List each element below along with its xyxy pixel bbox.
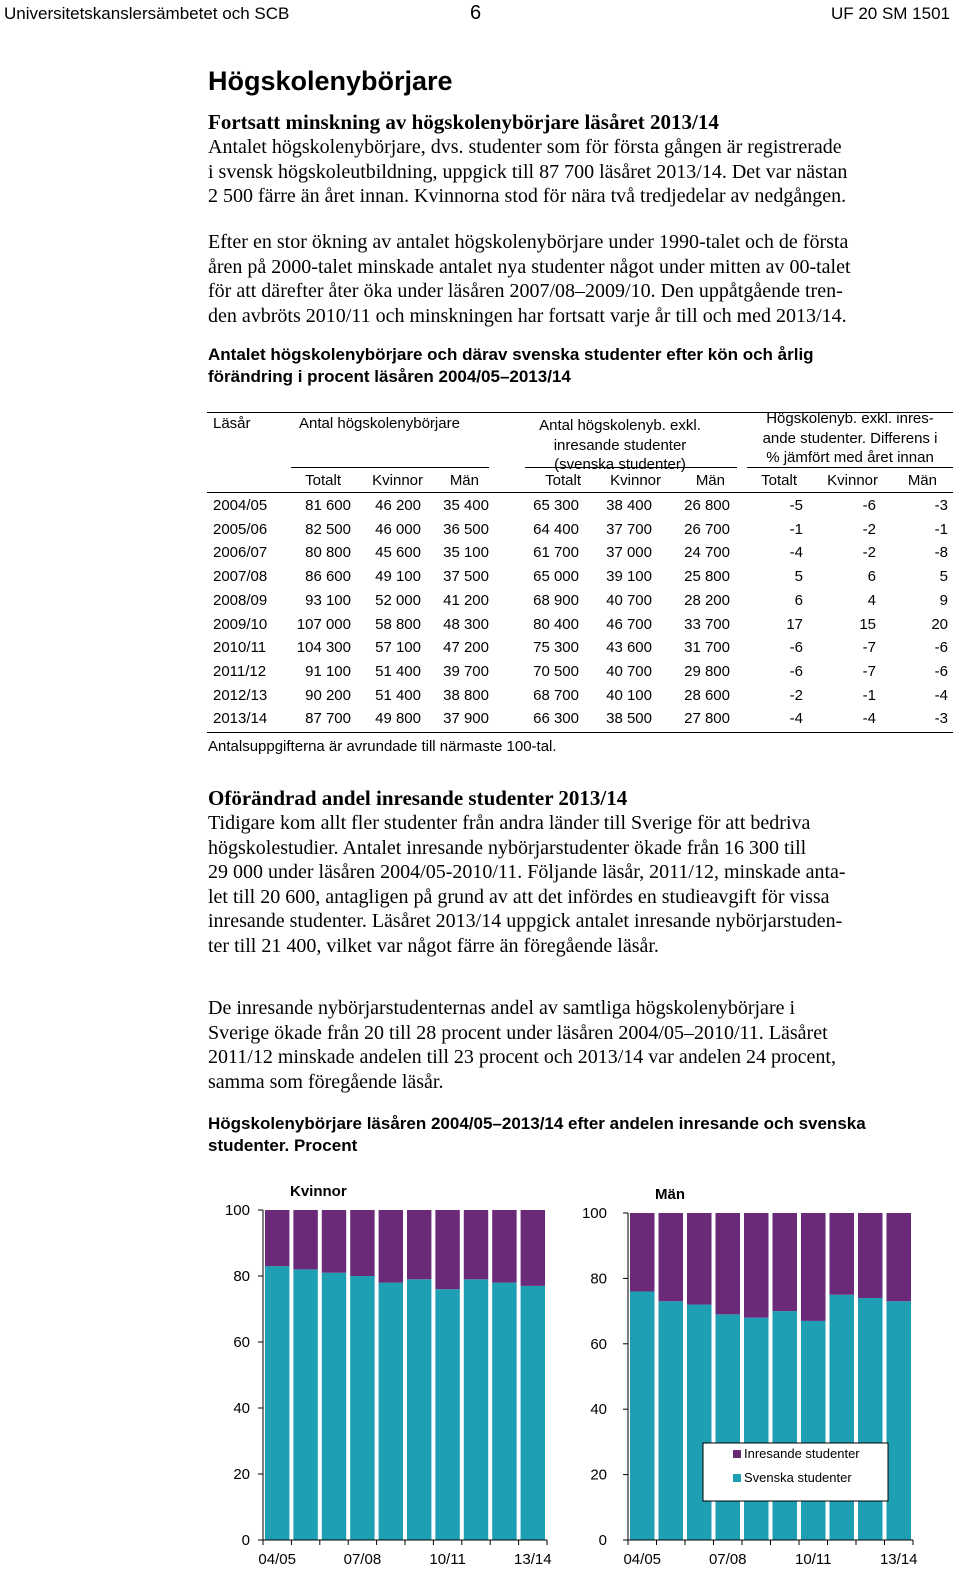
- text-line: samma som föregående läsår.: [208, 1070, 444, 1093]
- table-cell: 46 700: [606, 615, 652, 633]
- header-right: UF 20 SM 1501: [830, 4, 950, 23]
- table-cell: 38 500: [606, 710, 652, 728]
- bar-inresande: [829, 1213, 854, 1295]
- section1-heading: Fortsatt minskning av högskolenybörjare läsåret 2013/14: [208, 110, 719, 134]
- text-line: i svensk högskoleutbildning, uppgick till 87 700 läsåret 2013/14. Det var nästan: [208, 160, 848, 183]
- row-label: 2011/12: [213, 662, 267, 680]
- column-header: Kvinnor: [827, 472, 878, 489]
- bar-inresande: [886, 1213, 911, 1301]
- bar-inresande: [521, 1210, 545, 1286]
- table-cell: -5: [789, 497, 803, 514]
- table-cell: 82 500: [305, 520, 351, 538]
- bar-svenska: [687, 1305, 712, 1540]
- table-cell: -6: [789, 662, 803, 680]
- table-cell: 28 200: [684, 591, 730, 609]
- table-note: Antalsuppgifterna är avrundade till närmaste 100-tal.: [208, 738, 557, 755]
- header-line: inresande studenter: [553, 436, 687, 454]
- section1-paragraph: [208, 135, 953, 209]
- table-cell: 86 600: [305, 568, 351, 586]
- table-cell: 64 400: [533, 520, 579, 538]
- table-cell: 33 700: [684, 615, 730, 633]
- chart-caption: [208, 1113, 948, 1157]
- table-cell: 68 700: [533, 686, 579, 704]
- bar-svenska: [521, 1286, 545, 1540]
- bar-svenska: [715, 1314, 740, 1540]
- table-cell: 37 700: [606, 520, 652, 538]
- table-cell: 51 400: [375, 662, 421, 680]
- table-cell: -3: [934, 710, 948, 728]
- table-cell: 107 000: [296, 615, 351, 633]
- page-number: 6: [470, 2, 482, 24]
- row-label: 2007/08: [213, 568, 268, 586]
- table-cell: -1: [934, 520, 948, 538]
- table-cell: 4: [867, 591, 876, 609]
- table-cell: 39 100: [606, 568, 652, 586]
- table-cell: 24 700: [684, 544, 730, 562]
- bar-inresande: [350, 1210, 374, 1276]
- caption-line: Högskolenybörjare läsåren 2004/05–2013/14 efter andelen inresande och svenska: [208, 1114, 866, 1133]
- bar-svenska: [265, 1266, 289, 1540]
- table-cell: -2: [862, 544, 876, 562]
- table-cell: -7: [862, 662, 876, 680]
- table-cell: 80 400: [533, 615, 579, 633]
- bar-inresande: [658, 1213, 683, 1301]
- table-cell: 48 300: [443, 615, 489, 633]
- table-cell: -7: [862, 639, 876, 657]
- table-cell: 49 100: [375, 568, 421, 586]
- legend-swatch: [733, 1474, 741, 1482]
- bar-svenska: [350, 1276, 374, 1540]
- table-cell: 36 500: [443, 520, 489, 538]
- table-bottom-rule: [207, 732, 953, 733]
- table-cell: 65 000: [533, 568, 579, 586]
- x-tick-label: 10/11: [795, 1551, 832, 1568]
- bar-inresande: [379, 1210, 403, 1283]
- table-cell: 9: [939, 591, 948, 609]
- x-tick-label: 13/14: [879, 1551, 918, 1568]
- caption-line: förändring i procent läsåren 2004/05–2013/14: [208, 367, 571, 386]
- table-cell: -1: [862, 686, 876, 704]
- table-cell: -6: [934, 639, 948, 657]
- bar-svenska: [293, 1269, 317, 1540]
- table-cell: 93 100: [305, 591, 351, 609]
- y-tick-label: 20: [590, 1466, 607, 1484]
- table-cell: 68 900: [533, 591, 579, 609]
- legend-swatch: [733, 1450, 741, 1458]
- table-cell: 47 200: [443, 639, 489, 657]
- x-tick-label: 10/11: [429, 1551, 466, 1568]
- bar-inresande: [801, 1213, 826, 1321]
- bar-svenska: [744, 1318, 769, 1540]
- bar-svenska: [858, 1298, 883, 1540]
- text-line: 2011/12 minskade andelen till 23 procent och 2013/14 var andelen 24 procent,: [208, 1046, 836, 1069]
- caption-line: studenter. Procent: [208, 1136, 358, 1155]
- x-tick-label: 04/05: [623, 1551, 662, 1568]
- table-cell: 5: [939, 568, 948, 586]
- caption-line: Antalet högskolenybörjare och därav svenska studenter efter kön och årlig: [208, 345, 814, 364]
- row-label: 2012/13: [213, 686, 268, 704]
- bar-inresande: [407, 1210, 431, 1279]
- y-tick-label: 60: [590, 1335, 607, 1353]
- text-line: den avbröts 2010/11 och minskningen har fortsatt varje år till och med 2013/14.: [208, 304, 847, 327]
- table-cell: -4: [789, 710, 803, 728]
- bar-inresande: [464, 1210, 488, 1279]
- bar-svenska: [630, 1291, 655, 1540]
- x-tick-label: 07/08: [343, 1551, 382, 1568]
- y-tick-label: 100: [224, 1202, 250, 1219]
- subheader-rule: [207, 492, 953, 493]
- table-cell: 26 700: [684, 520, 730, 538]
- table-cell: 5: [794, 568, 803, 586]
- row-label: 2008/09: [213, 591, 268, 609]
- y-tick-label: 0: [598, 1532, 607, 1549]
- table-cell: 20: [931, 615, 948, 633]
- header-line: Högskolenyb. exkl. inres-: [766, 410, 934, 427]
- y-tick-label: 80: [233, 1268, 250, 1285]
- bar-svenska: [801, 1321, 826, 1540]
- section1-paragraph-2: [208, 230, 953, 328]
- header-line: % jämfört med året innan: [766, 449, 934, 466]
- text-line: åren på 2000-talet minskade antalet nya studenter något under mitten av 00-talet: [208, 255, 851, 278]
- row-label: 2010/11: [213, 639, 267, 657]
- table-cell: 31 700: [684, 639, 730, 657]
- text-line: inresande studenter. Läsåret 2013/14 uppgick antalet inresande nybörjarstuden-: [208, 910, 843, 933]
- bar-svenska: [772, 1311, 797, 1540]
- table-cell: -3: [934, 497, 948, 514]
- table-cell: 87 700: [305, 710, 351, 728]
- table-cell: 39 700: [443, 662, 489, 680]
- bar-svenska: [492, 1283, 516, 1540]
- table-cell: 41 200: [443, 591, 489, 609]
- bar-inresande: [322, 1210, 346, 1273]
- legend-label: Svenska studenter: [744, 1470, 852, 1485]
- table-cell: 6: [794, 591, 803, 609]
- bar-svenska: [407, 1279, 431, 1540]
- column-header: Kvinnor: [372, 472, 423, 489]
- section2-paragraph-2: [208, 996, 953, 1094]
- table-cell: 35 100: [443, 544, 489, 562]
- row-label: 2009/10: [213, 615, 268, 633]
- table-cell: 51 400: [375, 686, 421, 704]
- bar-inresande: [858, 1213, 883, 1298]
- table-cell: 37 000: [606, 544, 652, 562]
- bar-svenska: [435, 1289, 459, 1540]
- table-cell: 37 500: [443, 568, 489, 586]
- table-cell: 66 300: [533, 710, 579, 728]
- column-header: Totalt: [761, 472, 797, 489]
- bar-svenska: [886, 1301, 911, 1540]
- row-label: 2004/05: [213, 497, 268, 514]
- x-tick-label: 13/14: [514, 1551, 552, 1568]
- text-line: 2 500 färre än året innan. Kvinnorna stod för nära två tredjedelar av nedgången.: [208, 185, 847, 208]
- group-rule: [291, 467, 489, 468]
- text-line: för att därefter åter öka under läsåren 2007/08–2009/10. Den uppåtgående tren-: [208, 280, 843, 303]
- table-cell: 6: [867, 568, 876, 586]
- bar-inresande: [265, 1210, 289, 1266]
- text-line: 29 000 under läsåren 2004/05-2010/11. Följande läsår, 2011/12, minskade anta-: [208, 861, 846, 884]
- chart-title: Män: [655, 1186, 685, 1203]
- table-cell: 40 700: [606, 662, 652, 680]
- table-cell: 49 800: [375, 710, 421, 728]
- table-cell: 80 800: [305, 544, 351, 562]
- table-cell: 104 300: [296, 639, 351, 657]
- table-cell: 40 100: [606, 686, 652, 704]
- table-cell: 15: [859, 615, 876, 633]
- table-cell: 58 800: [375, 615, 421, 633]
- y-tick-label: 20: [233, 1466, 250, 1483]
- row-label: 2006/07: [213, 544, 268, 562]
- table-cell: -6: [862, 497, 876, 514]
- bar-inresande: [687, 1213, 712, 1305]
- table-caption: [208, 344, 948, 388]
- table-cell: -4: [789, 544, 803, 562]
- table-cell: 81 600: [305, 497, 351, 514]
- table-cell: 90 200: [305, 686, 351, 704]
- table-cell: -2: [789, 686, 803, 704]
- y-tick-label: 40: [233, 1400, 250, 1417]
- text-line: Antalet högskolenybörjare, dvs. studenter som för första gången är registrerade: [208, 136, 842, 158]
- x-tick-label: 04/05: [258, 1551, 296, 1568]
- table-cell: 35 400: [443, 497, 489, 514]
- bar-inresande: [715, 1213, 740, 1314]
- table-cell: 46 200: [375, 497, 421, 514]
- bar-inresande: [744, 1213, 769, 1318]
- bar-svenska: [658, 1301, 683, 1540]
- table-cell: 25 800: [684, 568, 730, 586]
- section2-paragraph: [208, 811, 953, 959]
- header-lasar: Läsår: [213, 415, 251, 432]
- row-label: 2013/14: [213, 710, 268, 728]
- table-cell: 38 400: [606, 497, 652, 514]
- table-cell: 52 000: [375, 591, 421, 609]
- bar-svenska: [829, 1295, 854, 1540]
- bar-svenska: [464, 1279, 488, 1540]
- table-cell: 27 800: [684, 710, 730, 728]
- y-tick-label: 80: [590, 1270, 607, 1288]
- table-cell: -6: [934, 662, 948, 680]
- y-tick-label: 0: [241, 1532, 250, 1549]
- charts-svg: [0, 1160, 960, 1569]
- table-cell: 45 600: [375, 544, 421, 562]
- y-tick-label: 40: [590, 1401, 607, 1419]
- text-line: De inresande nybörjarstudenternas andel av samtliga högskolenybörjare i: [208, 997, 796, 1019]
- header-line: (svenska studenter): [554, 456, 686, 473]
- header-group-total: Antal högskolenybörjare: [299, 415, 460, 432]
- bar-svenska: [322, 1273, 346, 1540]
- table-cell: 29 800: [684, 662, 730, 680]
- column-header: Kvinnor: [610, 472, 661, 489]
- table-cell: -2: [862, 520, 876, 538]
- table-cell: 65 300: [533, 497, 579, 514]
- table-cell: 57 100: [375, 639, 421, 657]
- text-line: ter till 21 400, vilket var något färre än föregående läsår.: [208, 934, 659, 957]
- section2-heading: Oförändrad andel inresande studenter 2013/14: [208, 786, 628, 810]
- table-cell: -4: [934, 686, 948, 704]
- table-cell: -1: [789, 520, 803, 538]
- text-line: let till 20 600, antagligen på grund av att det infördes en studieavgift för vissa: [208, 885, 830, 908]
- table-cell: 26 800: [684, 497, 730, 514]
- table-cell: 75 300: [533, 639, 579, 657]
- bar-inresande: [293, 1210, 317, 1269]
- table-cell: -8: [934, 544, 948, 562]
- header-group-change: [747, 409, 953, 468]
- column-header: Totalt: [545, 472, 581, 489]
- y-tick-label: 100: [581, 1205, 607, 1222]
- table-cell: -4: [862, 710, 876, 728]
- x-tick-label: 07/08: [708, 1551, 747, 1568]
- table-cell: 70 500: [533, 662, 579, 680]
- column-header: Män: [907, 472, 937, 489]
- bar-inresande: [630, 1213, 655, 1291]
- table-cell: 28 600: [684, 686, 730, 704]
- header-line: ande studenter. Differens i: [762, 429, 938, 447]
- column-header: Totalt: [305, 472, 341, 489]
- bar-inresande: [772, 1213, 797, 1311]
- legend-label: Inresande studenter: [744, 1446, 860, 1461]
- y-tick-label: 60: [233, 1334, 250, 1351]
- chart-title: Kvinnor: [290, 1183, 347, 1200]
- header-left: Universitetskanslersämbetet och SCB: [4, 4, 290, 23]
- table-cell: 43 600: [606, 639, 652, 657]
- page-title: Högskolenybörjare: [208, 66, 453, 96]
- group-rule: [747, 467, 953, 468]
- column-header: Män: [449, 472, 479, 489]
- text-line: högskolestudier. Antalet inresande nybörjarstudenter ökade från 16 300 till: [208, 836, 807, 859]
- table-cell: 17: [786, 615, 803, 633]
- table-cell: 91 100: [305, 662, 351, 680]
- bar-svenska: [379, 1283, 403, 1540]
- table-cell: 38 800: [443, 686, 489, 704]
- table-cell: 40 700: [606, 591, 652, 609]
- header-line: Antal högskolenyb. exkl.: [539, 417, 701, 434]
- bar-inresande: [435, 1210, 459, 1289]
- text-line: Sverige ökade från 20 till 28 procent under läsåren 2004/05–2010/11. Läsåret: [208, 1021, 828, 1044]
- header-group-swedish: [525, 416, 715, 475]
- table-cell: 37 900: [443, 710, 489, 728]
- row-label: 2005/06: [213, 520, 268, 538]
- group-rule: [525, 467, 737, 468]
- table-cell: 61 700: [533, 544, 579, 562]
- bar-inresande: [492, 1210, 516, 1283]
- text-line: Efter en stor ökning av antalet högskolenybörjare under 1990-talet och de första: [208, 231, 849, 253]
- table-cell: 46 000: [375, 520, 421, 538]
- column-header: Män: [695, 472, 725, 489]
- text-line: Tidigare kom allt fler studenter från andra länder till Sverige för att bedriva: [208, 812, 811, 834]
- table-cell: -6: [789, 639, 803, 657]
